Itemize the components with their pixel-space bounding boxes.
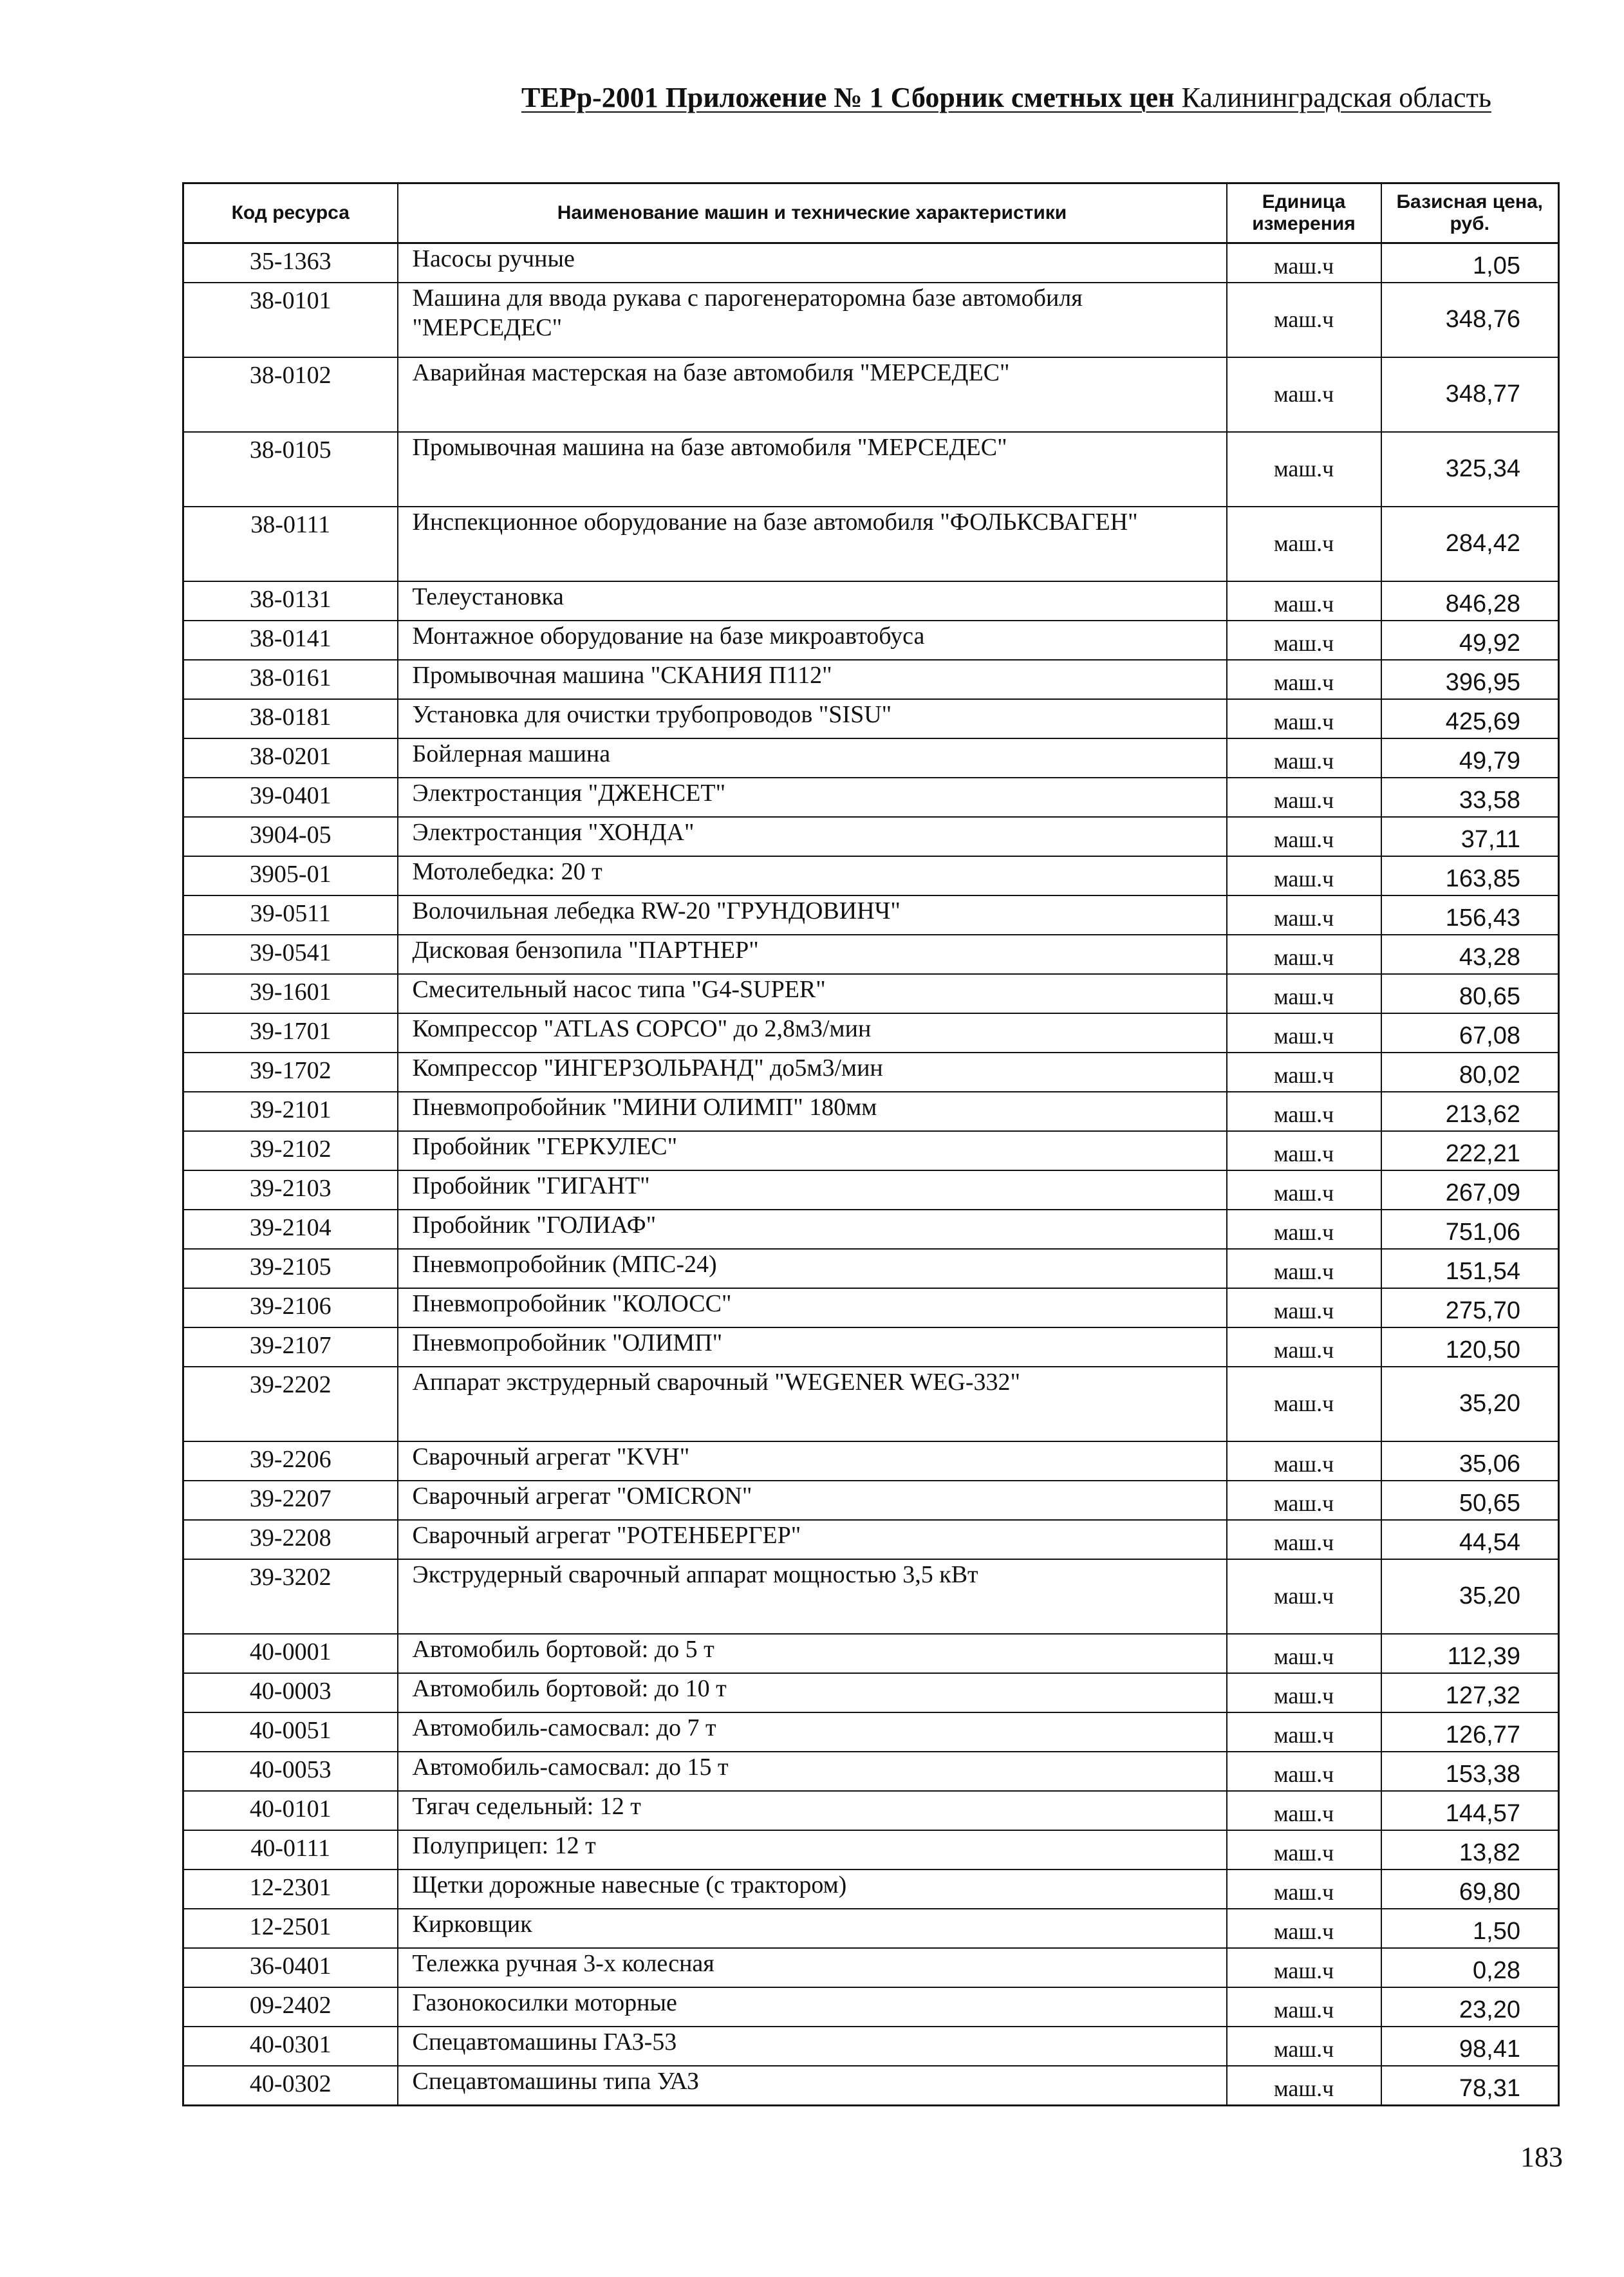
table-row bbox=[183, 1909, 1559, 1948]
unit: маш.ч bbox=[1227, 2066, 1381, 2106]
unit: маш.ч bbox=[1227, 856, 1381, 895]
resource-code: 40-0302 bbox=[183, 2066, 398, 2106]
table-row bbox=[183, 1559, 1559, 1634]
unit: маш.ч bbox=[1227, 621, 1381, 660]
unit: маш.ч bbox=[1227, 1830, 1381, 1869]
unit: маш.ч bbox=[1227, 778, 1381, 817]
machine-name: Машина для ввода рукава с парогенераторомна базе автомобиля "МЕРСЕДЕС" bbox=[398, 283, 1227, 357]
unit: маш.ч bbox=[1227, 243, 1381, 283]
machine-name: Мотолебедка: 20 т bbox=[398, 856, 1227, 895]
base-price: 153,38 bbox=[1381, 1752, 1559, 1791]
resource-code: 38-0141 bbox=[183, 621, 398, 660]
resource-code: 39-2206 bbox=[183, 1441, 398, 1481]
resource-code: 36-0401 bbox=[183, 1948, 398, 1987]
base-price: 151,54 bbox=[1381, 1249, 1559, 1288]
machine-name: Пробойник "ГЕРКУЛЕС" bbox=[398, 1131, 1227, 1170]
table-row bbox=[183, 1481, 1559, 1520]
table-row bbox=[183, 1634, 1559, 1673]
base-price: 43,28 bbox=[1381, 935, 1559, 974]
machine-name: Компрессор "ИНГЕРЗОЛЬРАНД" до5м3/мин bbox=[398, 1053, 1227, 1092]
resource-code: 39-2208 bbox=[183, 1520, 398, 1559]
base-price: 80,65 bbox=[1381, 974, 1559, 1013]
table-row bbox=[183, 243, 1559, 283]
column-header-price-line1: Базисная цена, bbox=[1396, 191, 1544, 212]
column-header-price-line2: руб. bbox=[1450, 213, 1489, 234]
machine-name: Компрессор "ATLAS COPCO" до 2,8м3/мин bbox=[398, 1013, 1227, 1053]
machine-name: Бойлерная машина bbox=[398, 738, 1227, 778]
table-row bbox=[183, 1053, 1559, 1092]
resource-code: 39-1702 bbox=[183, 1053, 398, 1092]
machine-name: Тягач седельный: 12 т bbox=[398, 1791, 1227, 1830]
machine-name: Газонокосилки моторные bbox=[398, 1987, 1227, 2027]
unit: маш.ч bbox=[1227, 935, 1381, 974]
table-row bbox=[183, 1752, 1559, 1791]
machine-name: Дисковая бензопила "ПАРТНЕР" bbox=[398, 935, 1227, 974]
unit: маш.ч bbox=[1227, 2027, 1381, 2066]
table-row bbox=[183, 1520, 1559, 1559]
machine-name: Смесительный насос типа "G4-SUPER" bbox=[398, 974, 1227, 1013]
base-price: 163,85 bbox=[1381, 856, 1559, 895]
base-price: 267,09 bbox=[1381, 1170, 1559, 1210]
unit: маш.ч bbox=[1227, 1170, 1381, 1210]
resource-code: 09-2402 bbox=[183, 1987, 398, 2027]
column-header-code: Код ресурса bbox=[183, 183, 398, 243]
base-price: 98,41 bbox=[1381, 2027, 1559, 2066]
machine-name: Автомобиль бортовой: до 10 т bbox=[398, 1673, 1227, 1712]
unit: маш.ч bbox=[1227, 699, 1381, 738]
table-row bbox=[183, 1869, 1559, 1909]
table-row bbox=[183, 1013, 1559, 1053]
machine-name: Пневмопробойник "МИНИ ОЛИМП" 180мм bbox=[398, 1092, 1227, 1131]
resource-code: 38-0181 bbox=[183, 699, 398, 738]
table-row bbox=[183, 1987, 1559, 2027]
base-price: 396,95 bbox=[1381, 660, 1559, 699]
machine-name: Полуприцеп: 12 т bbox=[398, 1830, 1227, 1869]
machine-name: Пневмопробойник (МПС-24) bbox=[398, 1249, 1227, 1288]
base-price: 846,28 bbox=[1381, 581, 1559, 621]
resource-code: 40-0051 bbox=[183, 1712, 398, 1752]
unit: маш.ч bbox=[1227, 1791, 1381, 1830]
unit: маш.ч bbox=[1227, 1441, 1381, 1481]
base-price: 37,11 bbox=[1381, 817, 1559, 856]
base-price: 348,77 bbox=[1381, 357, 1559, 432]
base-price: 348,76 bbox=[1381, 283, 1559, 357]
resource-code: 38-0161 bbox=[183, 660, 398, 699]
resource-code: 38-0111 bbox=[183, 507, 398, 581]
machine-name: Насосы ручные bbox=[398, 243, 1227, 283]
unit: маш.ч bbox=[1227, 1869, 1381, 1909]
unit: маш.ч bbox=[1227, 1327, 1381, 1367]
base-price: 222,21 bbox=[1381, 1131, 1559, 1170]
machine-name: Пневмопробойник "ОЛИМП" bbox=[398, 1327, 1227, 1367]
base-price: 50,65 bbox=[1381, 1481, 1559, 1520]
base-price: 112,39 bbox=[1381, 1634, 1559, 1673]
machine-name: Аварийная мастерская на базе автомобиля "МЕРСЕДЕС" bbox=[398, 357, 1227, 432]
unit: маш.ч bbox=[1227, 1909, 1381, 1948]
resource-code: 40-0001 bbox=[183, 1634, 398, 1673]
unit: маш.ч bbox=[1227, 660, 1381, 699]
table-row bbox=[183, 738, 1559, 778]
base-price: 284,42 bbox=[1381, 507, 1559, 581]
column-header-unit-line1: Единица bbox=[1262, 191, 1346, 212]
table-row bbox=[183, 935, 1559, 974]
unit: маш.ч bbox=[1227, 507, 1381, 581]
machine-name: Монтажное оборудование на базе микроавтобуса bbox=[398, 621, 1227, 660]
unit: маш.ч bbox=[1227, 1559, 1381, 1634]
resource-code: 39-0401 bbox=[183, 778, 398, 817]
table-row bbox=[183, 1288, 1559, 1327]
resource-code: 39-1701 bbox=[183, 1013, 398, 1053]
resource-code: 40-0101 bbox=[183, 1791, 398, 1830]
page-header bbox=[521, 81, 1491, 114]
machine-name: Тележка ручная 3-х колесная bbox=[398, 1948, 1227, 1987]
table-row bbox=[183, 974, 1559, 1013]
machine-name: Пневмопробойник "КОЛОСС" bbox=[398, 1288, 1227, 1327]
header-title: ТЕРр-2001 Приложение № 1 Сборник сметных цен bbox=[521, 82, 1175, 113]
machine-name: Аппарат экструдерный сварочный "WEGENER WEG-332" bbox=[398, 1367, 1227, 1441]
resource-code: 38-0131 bbox=[183, 581, 398, 621]
machine-name: Сварочный агрегат "OMICRON" bbox=[398, 1481, 1227, 1520]
unit: маш.ч bbox=[1227, 1249, 1381, 1288]
base-price: 13,82 bbox=[1381, 1830, 1559, 1869]
resource-code: 38-0102 bbox=[183, 357, 398, 432]
table-row bbox=[183, 1131, 1559, 1170]
resource-code: 39-2207 bbox=[183, 1481, 398, 1520]
resource-code: 38-0101 bbox=[183, 283, 398, 357]
machine-name: Пробойник "ГИГАНТ" bbox=[398, 1170, 1227, 1210]
unit: маш.ч bbox=[1227, 1367, 1381, 1441]
resource-code: 38-0105 bbox=[183, 432, 398, 507]
price-table bbox=[182, 182, 1560, 2106]
machine-name: Промывочная машина на базе автомобиля "МЕРСЕДЕС" bbox=[398, 432, 1227, 507]
machine-name: Спецавтомашины ГАЗ-53 bbox=[398, 2027, 1227, 2066]
unit: маш.ч bbox=[1227, 1752, 1381, 1791]
unit: маш.ч bbox=[1227, 1987, 1381, 2027]
base-price: 1,50 bbox=[1381, 1909, 1559, 1948]
table-row bbox=[183, 1830, 1559, 1869]
table-row bbox=[183, 2027, 1559, 2066]
resource-code: 38-0201 bbox=[183, 738, 398, 778]
base-price: 275,70 bbox=[1381, 1288, 1559, 1327]
table-row bbox=[183, 856, 1559, 895]
base-price: 35,20 bbox=[1381, 1367, 1559, 1441]
machine-name: Спецавтомашины типа УАЗ bbox=[398, 2066, 1227, 2106]
resource-code: 39-2105 bbox=[183, 1249, 398, 1288]
unit: маш.ч bbox=[1227, 1210, 1381, 1249]
resource-code: 39-0511 bbox=[183, 895, 398, 935]
unit: маш.ч bbox=[1227, 1131, 1381, 1170]
table-row bbox=[183, 432, 1559, 507]
resource-code: 40-0111 bbox=[183, 1830, 398, 1869]
resource-code: 39-0541 bbox=[183, 935, 398, 974]
resource-code: 3905-01 bbox=[183, 856, 398, 895]
table-row bbox=[183, 621, 1559, 660]
machine-name: Кирковщик bbox=[398, 1909, 1227, 1948]
base-price: 33,58 bbox=[1381, 778, 1559, 817]
table-row bbox=[183, 507, 1559, 581]
table-row bbox=[183, 1327, 1559, 1367]
machine-name: Автомобиль бортовой: до 5 т bbox=[398, 1634, 1227, 1673]
resource-code: 39-1601 bbox=[183, 974, 398, 1013]
base-price: 35,20 bbox=[1381, 1559, 1559, 1634]
base-price: 425,69 bbox=[1381, 699, 1559, 738]
unit: маш.ч bbox=[1227, 1481, 1381, 1520]
machine-name: Промывочная машина "СКАНИЯ П112" bbox=[398, 660, 1227, 699]
machine-name: Автомобиль-самосвал: до 7 т bbox=[398, 1712, 1227, 1752]
base-price: 80,02 bbox=[1381, 1053, 1559, 1092]
unit: маш.ч bbox=[1227, 581, 1381, 621]
table-row bbox=[183, 660, 1559, 699]
table-row bbox=[183, 357, 1559, 432]
unit: маш.ч bbox=[1227, 817, 1381, 856]
resource-code: 39-3202 bbox=[183, 1559, 398, 1634]
base-price: 69,80 bbox=[1381, 1869, 1559, 1909]
table-row bbox=[183, 1092, 1559, 1131]
resource-code: 40-0301 bbox=[183, 2027, 398, 2066]
column-header-price bbox=[1381, 183, 1559, 243]
unit: маш.ч bbox=[1227, 974, 1381, 1013]
base-price: 144,57 bbox=[1381, 1791, 1559, 1830]
base-price: 78,31 bbox=[1381, 2066, 1559, 2106]
resource-code: 12-2301 bbox=[183, 1869, 398, 1909]
resource-code: 39-2103 bbox=[183, 1170, 398, 1210]
unit: маш.ч bbox=[1227, 1673, 1381, 1712]
base-price: 156,43 bbox=[1381, 895, 1559, 935]
table-row bbox=[183, 699, 1559, 738]
table-row bbox=[183, 1441, 1559, 1481]
resource-code: 40-0003 bbox=[183, 1673, 398, 1712]
table-row bbox=[183, 1210, 1559, 1249]
unit: маш.ч bbox=[1227, 1712, 1381, 1752]
unit: маш.ч bbox=[1227, 738, 1381, 778]
table-row bbox=[183, 1673, 1559, 1712]
base-price: 213,62 bbox=[1381, 1092, 1559, 1131]
page-number: 183 bbox=[1520, 2141, 1563, 2173]
resource-code: 39-2202 bbox=[183, 1367, 398, 1441]
base-price: 120,50 bbox=[1381, 1327, 1559, 1367]
machine-name: Электростанция "ХОНДА" bbox=[398, 817, 1227, 856]
base-price: 49,79 bbox=[1381, 738, 1559, 778]
base-price: 67,08 bbox=[1381, 1013, 1559, 1053]
table-row bbox=[183, 1791, 1559, 1830]
machine-name: Автомобиль-самосвал: до 15 т bbox=[398, 1752, 1227, 1791]
base-price: 44,54 bbox=[1381, 1520, 1559, 1559]
column-header-unit-line2: измерения bbox=[1252, 213, 1356, 234]
table-row bbox=[183, 1170, 1559, 1210]
machine-name: Электростанция "ДЖЕНСЕТ" bbox=[398, 778, 1227, 817]
column-header-name: Наименование машин и технические характеристики bbox=[398, 183, 1227, 243]
unit: маш.ч bbox=[1227, 895, 1381, 935]
resource-code: 12-2501 bbox=[183, 1909, 398, 1948]
machine-name: Инспекционное оборудование на базе автомобиля "ФОЛЬКСВАГЕН" bbox=[398, 507, 1227, 581]
table-row bbox=[183, 283, 1559, 357]
unit: маш.ч bbox=[1227, 1520, 1381, 1559]
machine-name: Сварочный агрегат "РОТЕНБЕРГЕР" bbox=[398, 1520, 1227, 1559]
table-row bbox=[183, 1712, 1559, 1752]
unit: маш.ч bbox=[1227, 1634, 1381, 1673]
table-row bbox=[183, 1249, 1559, 1288]
unit: маш.ч bbox=[1227, 1948, 1381, 1987]
machine-name: Пробойник "ГОЛИАФ" bbox=[398, 1210, 1227, 1249]
resource-code: 40-0053 bbox=[183, 1752, 398, 1791]
machine-name: Телеустановка bbox=[398, 581, 1227, 621]
base-price: 0,28 bbox=[1381, 1948, 1559, 1987]
table-row bbox=[183, 817, 1559, 856]
machine-name: Сварочный агрегат "KVH" bbox=[398, 1441, 1227, 1481]
resource-code: 39-2107 bbox=[183, 1327, 398, 1367]
unit: маш.ч bbox=[1227, 1053, 1381, 1092]
table-row bbox=[183, 895, 1559, 935]
table-row bbox=[183, 1367, 1559, 1441]
resource-code: 39-2106 bbox=[183, 1288, 398, 1327]
unit: маш.ч bbox=[1227, 283, 1381, 357]
resource-code: 39-2104 bbox=[183, 1210, 398, 1249]
table-row bbox=[183, 2066, 1559, 2106]
machine-name: Щетки дорожные навесные (с трактором) bbox=[398, 1869, 1227, 1909]
resource-code: 35-1363 bbox=[183, 243, 398, 283]
header-region: Калининградская область bbox=[1181, 82, 1491, 113]
column-header-unit bbox=[1227, 183, 1381, 243]
machine-name: Волочильная лебедка RW-20 "ГРУНДОВИНЧ" bbox=[398, 895, 1227, 935]
table-row bbox=[183, 1948, 1559, 1987]
resource-code: 39-2102 bbox=[183, 1131, 398, 1170]
unit: маш.ч bbox=[1227, 357, 1381, 432]
base-price: 1,05 bbox=[1381, 243, 1559, 283]
base-price: 23,20 bbox=[1381, 1987, 1559, 2027]
table-header-row bbox=[183, 183, 1559, 243]
resource-code: 3904-05 bbox=[183, 817, 398, 856]
base-price: 127,32 bbox=[1381, 1673, 1559, 1712]
unit: маш.ч bbox=[1227, 432, 1381, 507]
unit: маш.ч bbox=[1227, 1013, 1381, 1053]
table-row bbox=[183, 581, 1559, 621]
base-price: 35,06 bbox=[1381, 1441, 1559, 1481]
unit: маш.ч bbox=[1227, 1092, 1381, 1131]
base-price: 325,34 bbox=[1381, 432, 1559, 507]
base-price: 49,92 bbox=[1381, 621, 1559, 660]
base-price: 751,06 bbox=[1381, 1210, 1559, 1249]
base-price: 126,77 bbox=[1381, 1712, 1559, 1752]
machine-name: Установка для очистки трубопроводов "SISU" bbox=[398, 699, 1227, 738]
table-row bbox=[183, 778, 1559, 817]
resource-code: 39-2101 bbox=[183, 1092, 398, 1131]
machine-name: Экструдерный сварочный аппарат мощностью 3,5 кВт bbox=[398, 1559, 1227, 1634]
unit: маш.ч bbox=[1227, 1288, 1381, 1327]
